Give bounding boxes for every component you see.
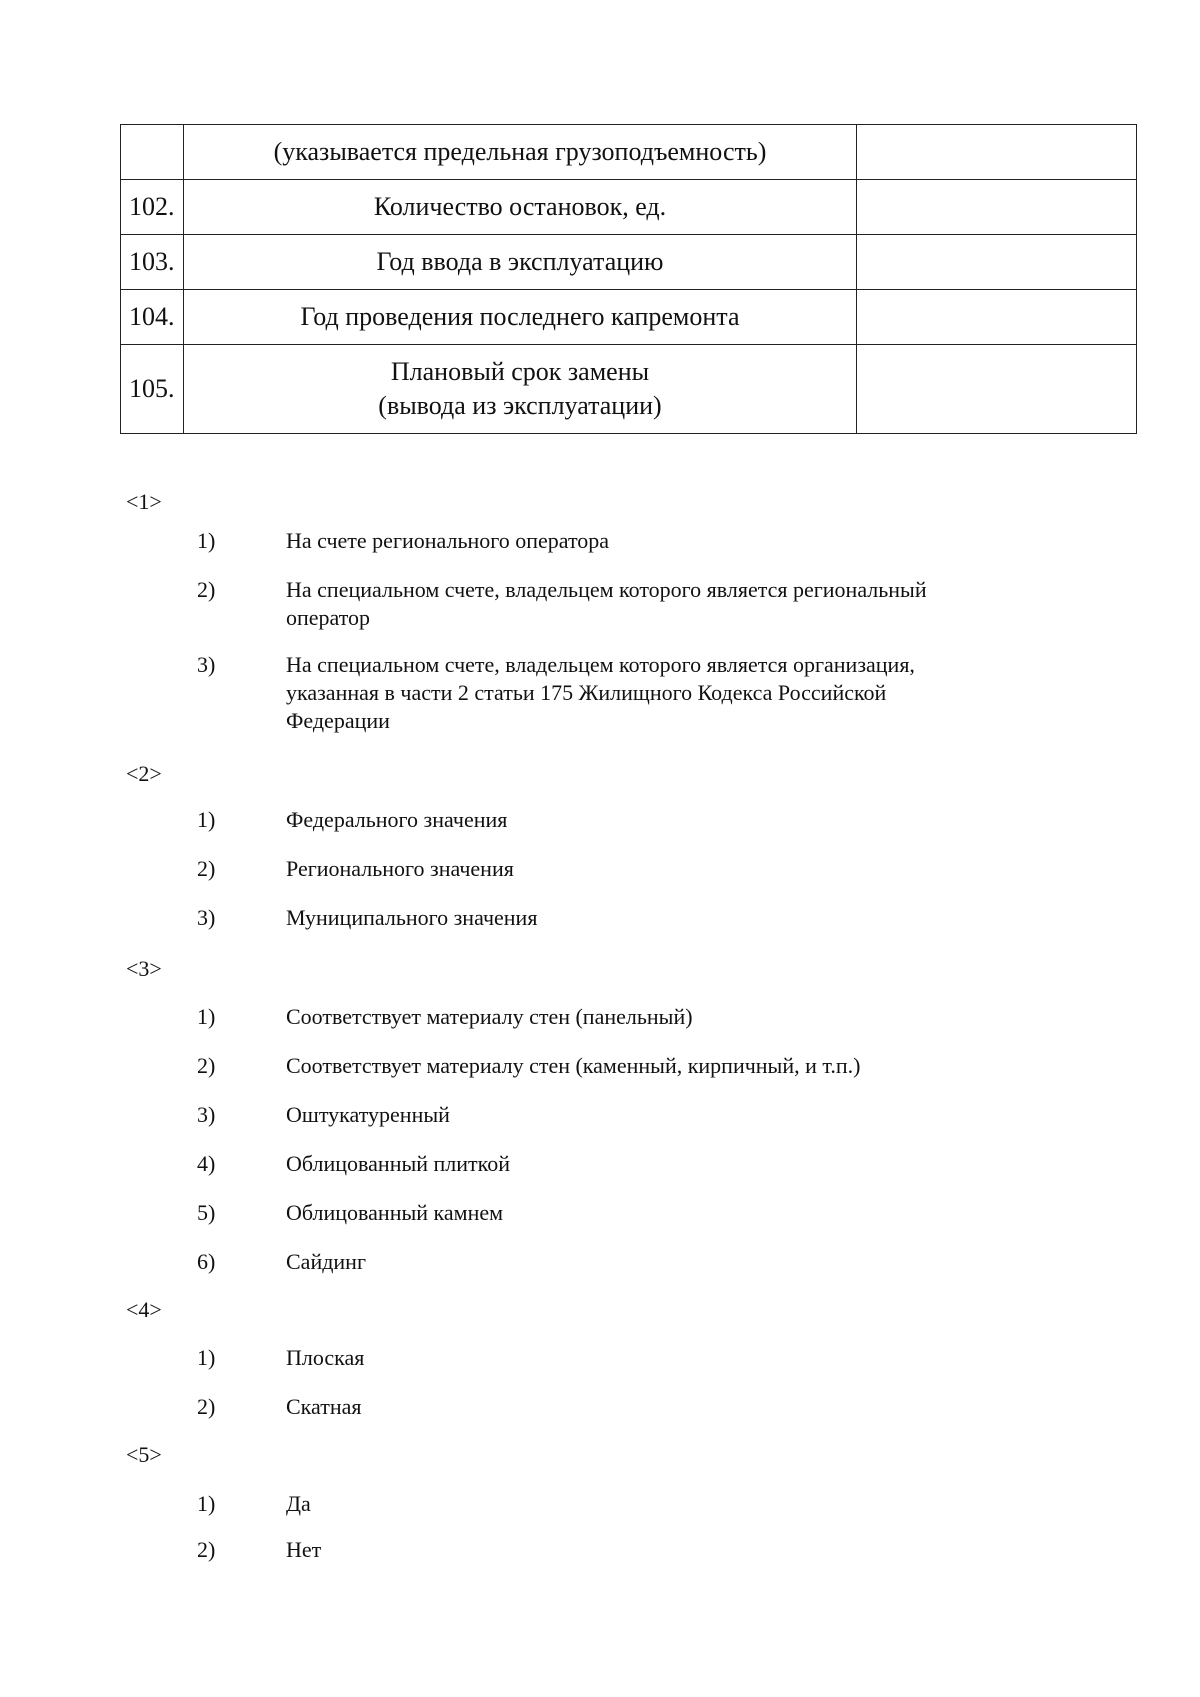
list-item-text: Плоская	[286, 1345, 365, 1370]
list-item-text: На специальном счете, владельцем которого является региональный оператор	[286, 577, 927, 630]
row-description: Год проведения последнего капремонта	[184, 290, 857, 345]
row-number: 103.	[121, 235, 184, 290]
row-number: 105.	[121, 345, 184, 434]
elevator-info-table	[120, 124, 1137, 434]
list-item-index: 1)	[197, 1004, 216, 1029]
list-item-text: Нет	[286, 1537, 322, 1562]
row-description: Количество остановок, ед.	[184, 180, 857, 235]
list-item-text: Соответствует материалу стен (каменный, кирпичный, и т.п.)	[286, 1053, 861, 1078]
list-item-index: 1)	[197, 807, 216, 832]
footnote-marker: <1>	[126, 489, 162, 514]
list-item-index: 2)	[197, 1537, 216, 1562]
row-value-cell[interactable]	[857, 180, 1137, 235]
table-row	[121, 180, 1137, 235]
row-number: 104.	[121, 290, 184, 345]
list-item-index: 1)	[197, 1345, 216, 1370]
row-value-cell[interactable]	[857, 345, 1137, 434]
list-item-index: 2)	[197, 577, 216, 602]
list-item-index: 5)	[197, 1200, 216, 1225]
row-value-cell[interactable]	[857, 235, 1137, 290]
list-item-text: Регионального значения	[286, 856, 514, 881]
table-row	[121, 235, 1137, 290]
footnote-marker: <4>	[126, 1297, 162, 1322]
list-item-index: 3)	[197, 1102, 216, 1127]
list-item-index: 2)	[197, 856, 216, 881]
row-value-cell[interactable]	[857, 125, 1137, 180]
row-description: Плановый срок замены (вывода из эксплуатации)	[184, 345, 857, 434]
list-item-text: Скатная	[286, 1394, 362, 1419]
list-item-text: Муниципального значения	[286, 905, 538, 930]
list-item-text: Сайдинг	[286, 1249, 366, 1274]
list-item-text: Федерального значения	[286, 807, 508, 832]
list-item-text: На специальном счете, владельцем которого является организация, указанная в части 2 статьи 175 Жилищного Кодекса Российской Федерации	[286, 652, 915, 733]
table-row	[121, 290, 1137, 345]
list-item-index: 3)	[197, 652, 216, 677]
list-item-index: 4)	[197, 1151, 216, 1176]
list-item-index: 1)	[197, 1491, 216, 1516]
list-item-index: 2)	[197, 1394, 216, 1419]
list-item-index: 3)	[197, 905, 216, 930]
row-number	[121, 125, 184, 180]
footnote-marker: <5>	[126, 1442, 162, 1467]
list-item-text: Да	[286, 1491, 311, 1516]
table-row	[121, 345, 1137, 434]
footnote-marker: <3>	[126, 956, 162, 981]
row-value-cell[interactable]	[857, 290, 1137, 345]
row-description: Год ввода в эксплуатацию	[184, 235, 857, 290]
list-item-text: Соответствует материалу стен (панельный)	[286, 1004, 693, 1029]
list-item-text: На счете регионального оператора	[286, 528, 610, 553]
list-item-text: Оштукатуренный	[286, 1102, 450, 1127]
row-number: 102.	[121, 180, 184, 235]
table-row	[121, 125, 1137, 180]
list-item-index: 2)	[197, 1053, 216, 1078]
list-item-text: Облицованный камнем	[286, 1200, 504, 1225]
list-item-text: Облицованный плиткой	[286, 1151, 511, 1176]
list-item-index: 6)	[197, 1249, 216, 1274]
footnote-marker: <2>	[126, 761, 162, 786]
list-item-index: 1)	[197, 528, 216, 553]
row-description: (указывается предельная грузоподъемность)	[184, 125, 857, 180]
